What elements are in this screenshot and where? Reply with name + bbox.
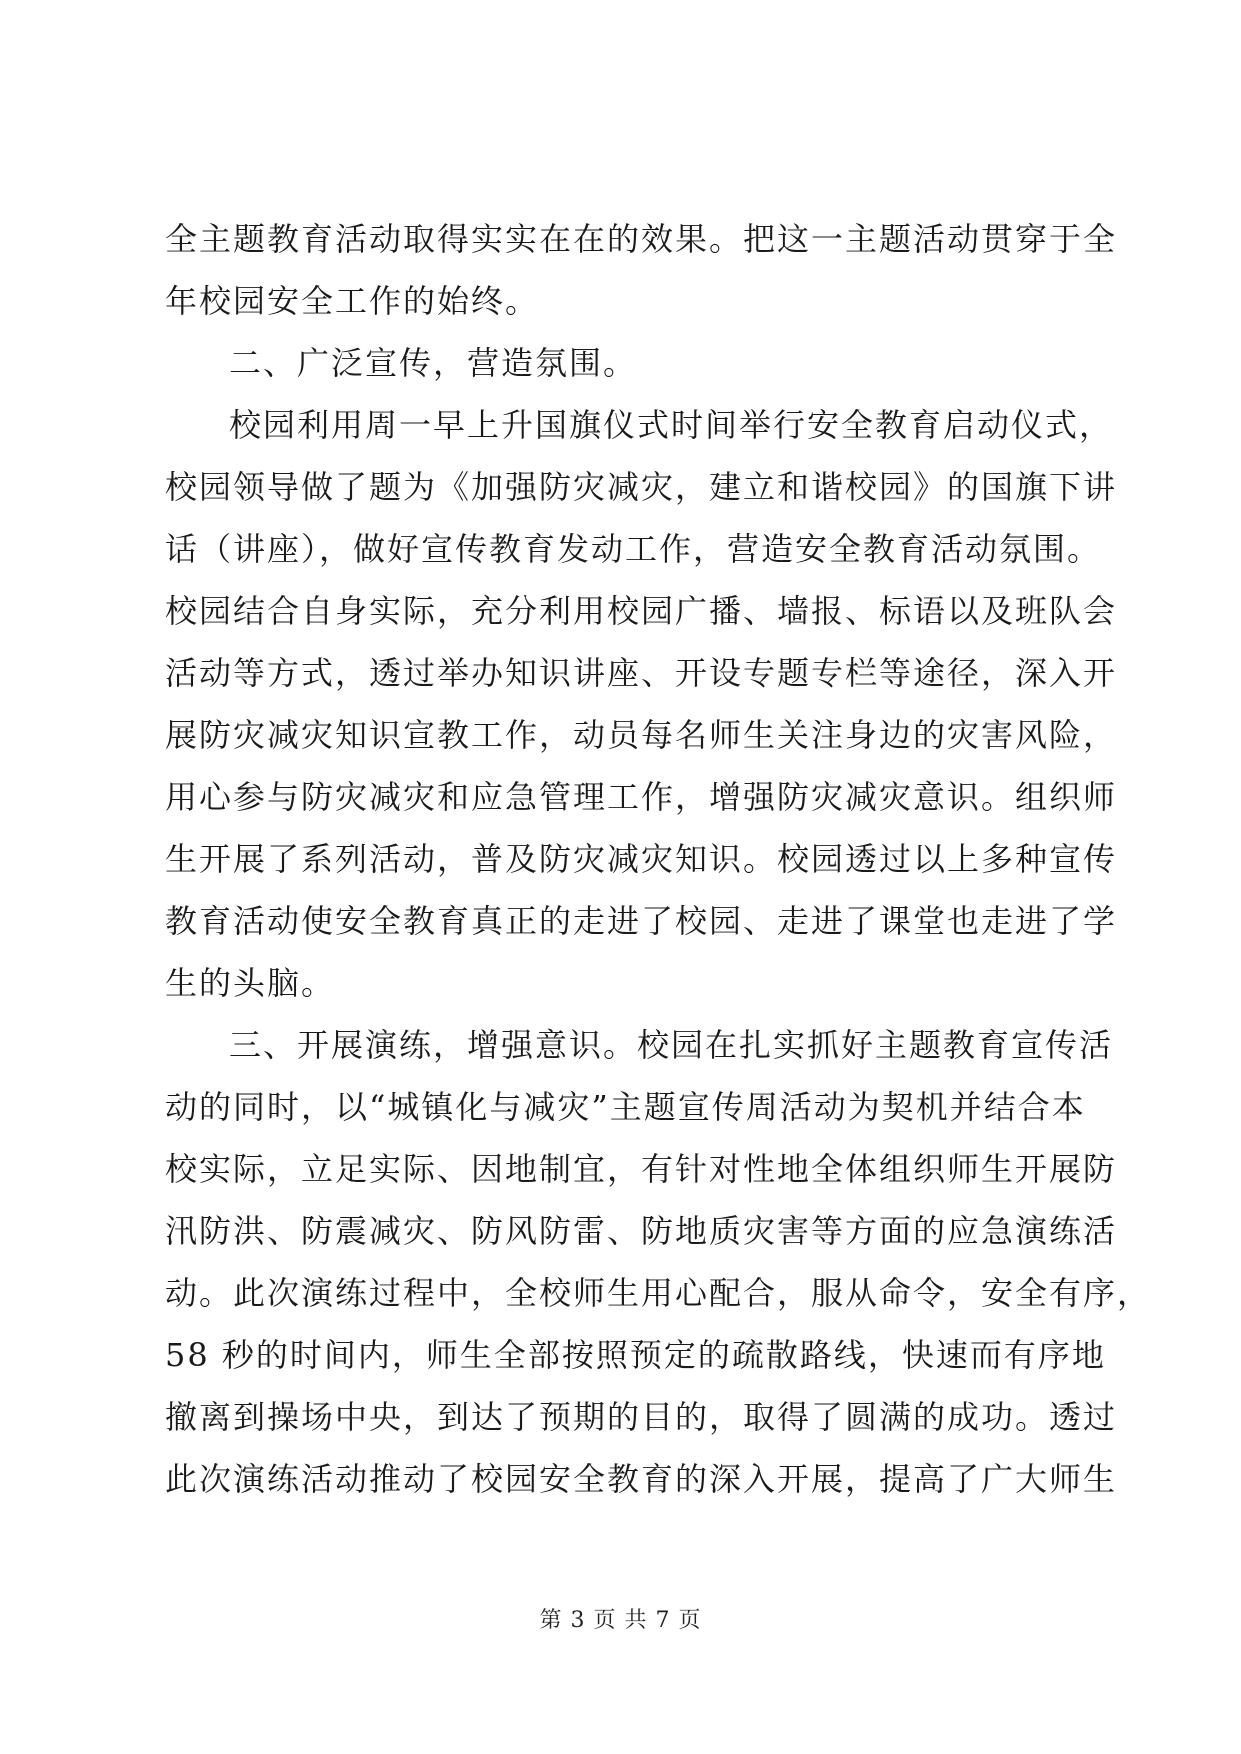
text-line: 校园领导做了题为《加强防灾减灾，建立和谐校园》的国旗下讲	[165, 468, 1118, 506]
text-line: 教育活动使安全教育真正的走进了校园、走进了课堂也走进了学	[165, 902, 1118, 940]
text-line: 生开展了系列活动，普及防灾减灾知识。校园透过以上多种宣传	[165, 840, 1118, 878]
text-line: 生的头脑。	[165, 964, 336, 1002]
text-line: 58 秒的时间内，师生全部按照预定的疏散路线，快速而有序地	[165, 1336, 1106, 1374]
text-line: 年校园安全工作的始终。	[165, 282, 540, 320]
text-line: 用心参与防灾减灾和应急管理工作，增强防灾减灾意识。组织师	[165, 778, 1118, 816]
text-line: 全主题教育活动取得实实在在的效果。把这一主题活动贯穿于全	[165, 220, 1118, 258]
text-line: 此次演练活动推动了校园安全教育的深入开展，提高了广大师生	[165, 1460, 1118, 1498]
section-heading: 三、开展演练，增强意识。校园在扎实抓好主题教育宣传活	[229, 1026, 1114, 1064]
text-line: 汛防洪、防震减灾、防风防雷、防地质灾害等方面的应急演练活	[165, 1212, 1118, 1250]
page-number-footer: 第 3 页 共 7 页	[539, 1608, 702, 1633]
text-line: 活动等方式，透过举办知识讲座、开设专题专栏等途径，深入开	[165, 654, 1118, 692]
section-heading: 二、广泛宣传，营造氛围。	[229, 344, 638, 382]
text-line: 校园利用周一早上升国旗仪式时间举行安全教育启动仪式，	[229, 406, 1114, 444]
text-line: 动的同时，以“城镇化与减灾”主题宣传周活动为契机并结合本	[165, 1088, 1086, 1126]
text-line: 校园结合自身实际，充分利用校园广播、墙报、标语以及班队会	[165, 592, 1118, 630]
document-body	[165, 208, 1152, 1510]
text-line: 动。此次演练过程中，全校师生用心配合，服从命令，安全有序，	[165, 1274, 1152, 1312]
text-line: 展防灾减灾知识宣教工作，动员每名师生关注身边的灾害风险，	[165, 716, 1118, 754]
text-line: 撤离到操场中央，到达了预期的目的，取得了圆满的成功。透过	[165, 1398, 1118, 1436]
text-line: 校实际，立足实际、因地制宜，有针对性地全体组织师生开展防	[165, 1150, 1118, 1188]
text-line: 话（讲座），做好宣传教育发动工作，营造安全教育活动氛围。	[165, 530, 1102, 568]
